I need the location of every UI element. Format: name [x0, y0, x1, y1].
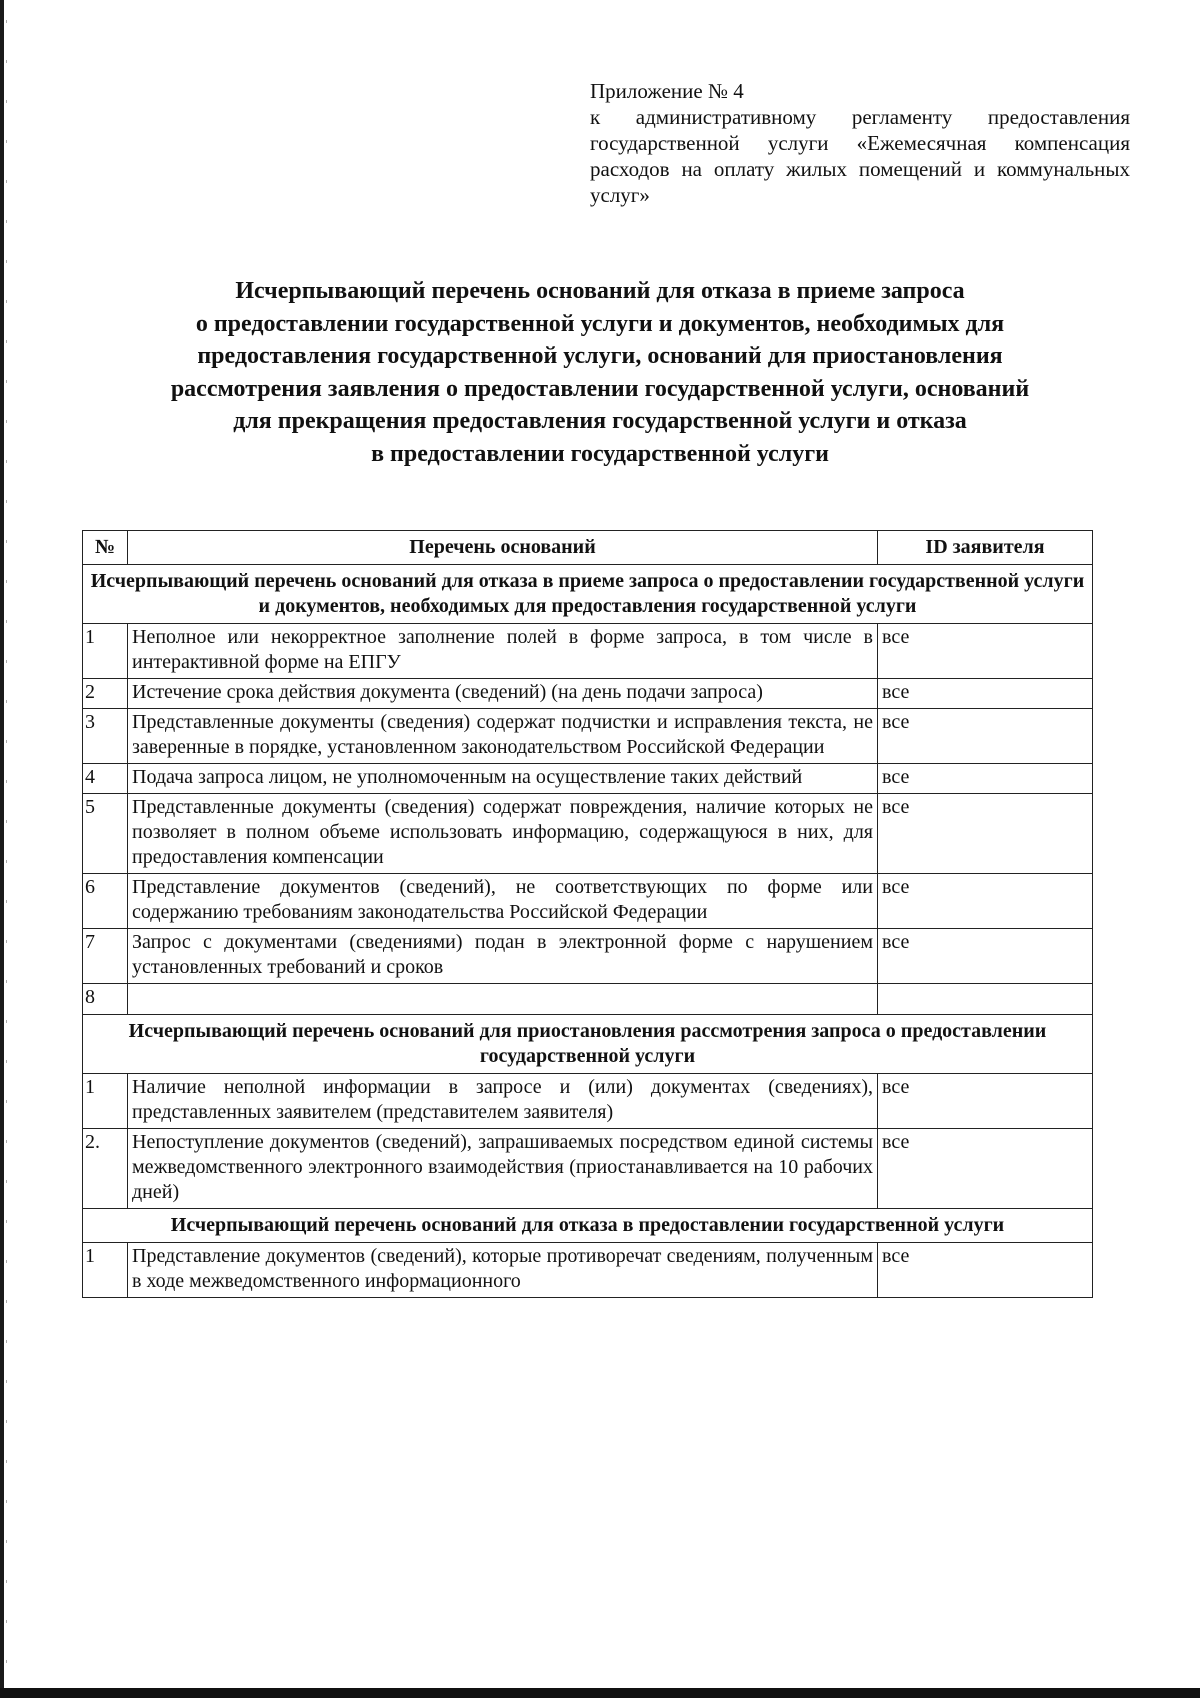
table-row	[83, 764, 1093, 794]
row-number: 1	[83, 624, 128, 679]
appendix-body: к административному регламенту предоставления государственной услуги «Ежемесячная компенсация расходов на оплату жилых помещений и коммунальных услуг»	[590, 105, 1130, 207]
table-row	[83, 794, 1093, 874]
row-number: 2.	[83, 1129, 128, 1209]
title-line: для прекращения предоставления государственной услуги и отказа	[233, 408, 967, 434]
title-line: предоставления государственной услуги, оснований для приостановления	[197, 343, 1003, 369]
row-applicant-id: все	[878, 679, 1093, 709]
row-number: 7	[83, 929, 128, 984]
row-number: 2	[83, 679, 128, 709]
row-applicant-id: все	[878, 709, 1093, 764]
header-applicant-id: ID заявителя	[878, 531, 1093, 565]
row-text: Представленные документы (сведения) содержат повреждения, наличие которых не позволяет в полном объеме использовать информацию, содержащуюся в них, для предоставления компенсации	[128, 794, 878, 874]
table-row	[83, 1129, 1093, 1209]
appendix-title: Приложение № 4	[590, 79, 744, 103]
row-number: 6	[83, 874, 128, 929]
grounds-table	[82, 530, 1093, 1298]
row-number: 5	[83, 794, 128, 874]
table-row	[83, 1243, 1093, 1298]
row-text: Истечение срока действия документа (сведений) (на день подачи запроса)	[128, 679, 878, 709]
row-applicant-id: все	[878, 794, 1093, 874]
table-row	[83, 624, 1093, 679]
row-applicant-id: все	[878, 764, 1093, 794]
row-number: 1	[83, 1074, 128, 1129]
row-text: Запрос с документами (сведениями) подан в электронной форме с нарушением установленных требований и сроков	[128, 929, 878, 984]
table-row	[83, 679, 1093, 709]
row-applicant-id: все	[878, 929, 1093, 984]
document-title	[60, 275, 1140, 470]
row-applicant-id: все	[878, 1243, 1093, 1298]
scan-edge-bottom	[0, 1688, 1200, 1698]
section-header-row	[83, 565, 1093, 624]
row-text: Подача запроса лицом, не уполномоченным на осуществление таких действий	[128, 764, 878, 794]
table-row	[83, 1074, 1093, 1129]
row-number: 1	[83, 1243, 128, 1298]
table-row	[83, 874, 1093, 929]
row-applicant-id: все	[878, 874, 1093, 929]
title-line: в предоставлении государственной услуги	[371, 440, 829, 467]
row-number: 4	[83, 764, 128, 794]
row-text	[128, 984, 878, 1015]
table-row	[83, 984, 1093, 1015]
row-text: Представленные документы (сведения) содержат подчистки и исправления текста, не заверенные в порядке, установленном законодательством Российской Федерации	[128, 709, 878, 764]
appendix-note	[590, 78, 1130, 208]
title-line: рассмотрения заявления о предоставлении государственной услуги, оснований	[170, 375, 1030, 402]
header-grounds-list: Перечень оснований	[128, 531, 878, 565]
row-applicant-id	[878, 984, 1093, 1015]
section-header-row	[83, 1209, 1093, 1243]
row-text: Представление документов (сведений), которые противоречат сведениям, полученным в ходе межведомственного информационного	[128, 1243, 878, 1298]
row-text: Представление документов (сведений), не соответствующих по форме или содержанию требованиям законодательства Российской Федерации	[128, 874, 878, 929]
table-row	[83, 709, 1093, 764]
row-number: 3	[83, 709, 128, 764]
row-text: Непоступление документов (сведений), запрашиваемых посредством единой системы межведомственного электронного взаимодействия (приостанавливается на 10 рабочих дней)	[128, 1129, 878, 1209]
scan-edge-left-specks	[6, 20, 7, 1670]
section-title: Исчерпывающий перечень оснований для приостановления рассмотрения запроса о предоставлении государственной услуги	[83, 1015, 1093, 1074]
header-number: №	[83, 531, 128, 565]
row-text: Наличие неполной информации в запросе и (или) документах (сведениях), представленных заявителем (представителем заявителя)	[128, 1074, 878, 1129]
table-row	[83, 929, 1093, 984]
table-header-row	[83, 531, 1093, 565]
section-header-row	[83, 1015, 1093, 1074]
row-number: 8	[83, 984, 128, 1015]
section-title: Исчерпывающий перечень оснований для отказа в приеме запроса о предоставлении государственной услуги и документов, необходимых для предоставления государственной услуги	[83, 565, 1093, 624]
row-applicant-id: все	[878, 624, 1093, 679]
section-title: Исчерпывающий перечень оснований для отказа в предоставлении государственной услуги	[83, 1209, 1093, 1243]
row-applicant-id: все	[878, 1074, 1093, 1129]
title-line: Исчерпывающий перечень оснований для отказа в приеме запроса	[235, 278, 965, 304]
row-applicant-id: все	[878, 1129, 1093, 1209]
table-body	[83, 565, 1093, 1298]
row-text: Неполное или некорректное заполнение полей в форме запроса, в том числе в интерактивной форме на ЕПГУ	[128, 624, 878, 679]
title-line: о предоставлении государственной услуги и документов, необходимых для	[195, 310, 1005, 337]
scan-edge-left	[0, 0, 4, 1698]
